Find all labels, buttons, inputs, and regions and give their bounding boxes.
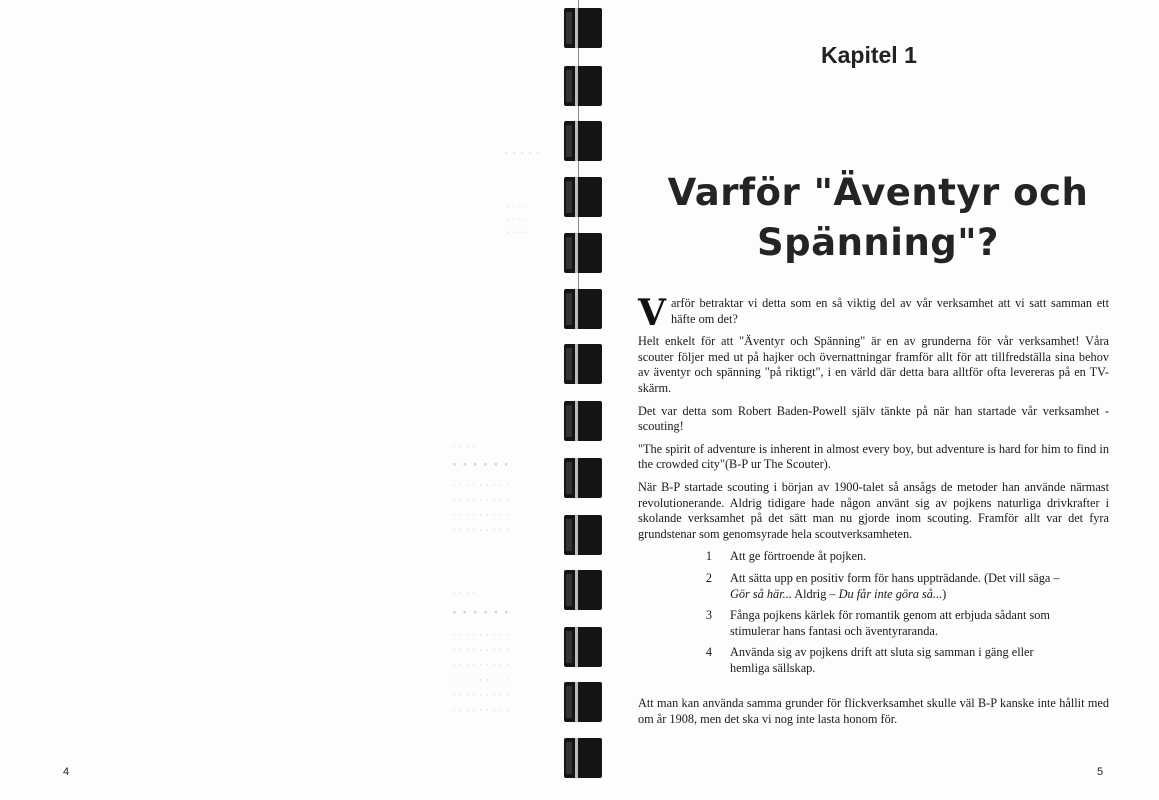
bleed-through-text: · · · · (452, 440, 476, 452)
binding-ring (564, 177, 602, 217)
paragraph: När B-P startade scouting i början av 1900-talet så ansågs de metoder han använde närmast revolutionerande. Aldrig tidigare hade någon använt sig av pojkens naturliga drivkrafter i skolande verksamhet på det sätt man nu gjorde inom scouting. Framför allt var det fyra grundstenar som genomsyrade hela scoutverksamheten. (638, 479, 1109, 541)
binding-ring (564, 738, 602, 778)
list-text: Fånga pojkens kärlek för romantik genom att erbjuda sådant som stimulerar hans fantasi och äventyraranda. (730, 608, 1050, 638)
list-number: 3 (705, 608, 712, 623)
paragraph: Det var detta som Robert Baden-Powell själv tänkte på när han startade vår verksamhet - scouting! (638, 403, 1109, 434)
binding-ring (564, 458, 602, 498)
bleed-through-text: · · · · · (504, 145, 541, 160)
list-text-part: Att sätta upp en positiv form för hans uppträdande. (Det vill säga – (730, 570, 1060, 585)
list-number: 4 (705, 645, 712, 660)
binding-ring (564, 570, 602, 610)
page-number-right: 5 (1097, 766, 1104, 778)
chapter-title-line: Spänning"? (756, 221, 1000, 264)
page-number-left: 4 (63, 766, 70, 778)
right-page (608, 0, 1159, 800)
left-page (0, 0, 560, 800)
binding-ring (564, 233, 602, 273)
binding-ring (564, 121, 602, 161)
list-text-italic: Du får inte göra så... (838, 586, 943, 601)
list-item (638, 571, 1109, 602)
bleed-through-text: · · · · · · (452, 603, 510, 622)
spiral-binding (560, 0, 608, 800)
list-text-part: ) (942, 586, 947, 601)
drop-cap: V (638, 292, 666, 334)
paragraph (638, 292, 1109, 334)
list-text-italic: Gör så här... (730, 586, 792, 601)
paragraph-text: arför betraktar vi detta som en så viktig del av vår verksamhet att vi satt samman ett häfte om det? (670, 296, 1109, 326)
paragraph: Helt enkelt för att "Äventyr och Spänning" är en av grunderna för vår verksamhet! Våra scouter följer med ut på hajker och övernattningar framför allt för att tillfredställa sina behov av äventyr och spänning "på riktigt", i en värld där detta bara alltför ofta levereras på en TV-skärm. (638, 334, 1109, 395)
bleed-through-text: · · · · · · (452, 455, 510, 474)
binding-ring (564, 66, 602, 106)
chapter-title (648, 168, 1108, 268)
binding-ring (564, 682, 602, 722)
chapter-title-line: Varför "Äventyr och (667, 171, 1089, 214)
list-text: Använda sig av pojkens drift att sluta sig samman i gäng eller hemliga sällskap. (730, 645, 1034, 675)
closing-paragraph: Att man kan använda samma grunder för flickverksamhet skulle väl B-P kanske inte hållit med om år 1908, men det ska vi nog inte lasta honom för. (638, 696, 1109, 727)
list-text-part: Aldrig – (791, 586, 839, 601)
binding-ring (564, 344, 602, 384)
list-number: 2 (705, 570, 712, 585)
bleed-through-text: · · · · (452, 587, 476, 599)
binding-ring (564, 8, 602, 48)
list-item (638, 608, 1109, 639)
binding-ring (564, 289, 602, 329)
list-number: 1 (705, 549, 712, 564)
list-item (638, 645, 1109, 676)
chapter-label: Kapitel 1 (821, 42, 917, 68)
binding-ring (564, 627, 602, 667)
list-item (638, 549, 1109, 565)
body-text (638, 292, 1109, 735)
list-text: Att ge förtroende åt pojken. (730, 549, 867, 564)
binding-ring (564, 401, 602, 441)
paragraph: "The spirit of adventure is inherent in almost every boy, but adventure is hard for him to find in the crowded city"(B-P ur The Scouter). (638, 441, 1109, 472)
list-text (730, 571, 1109, 602)
bleed-through-text: · · · · · · · · · · · · · · · · · · · · · · · · · · · · · · · · · · · · (452, 479, 510, 536)
binding-ring (564, 515, 602, 555)
bleed-through-text: · · · · · · · · · · · · · · · · · · · · · · · · · · · · · · · · · · · · · · · · · · · · · · · · · · · · · · (452, 629, 510, 716)
bleed-through-text: · · · · · · · · · · · · (506, 201, 528, 238)
principles-list (638, 549, 1109, 676)
